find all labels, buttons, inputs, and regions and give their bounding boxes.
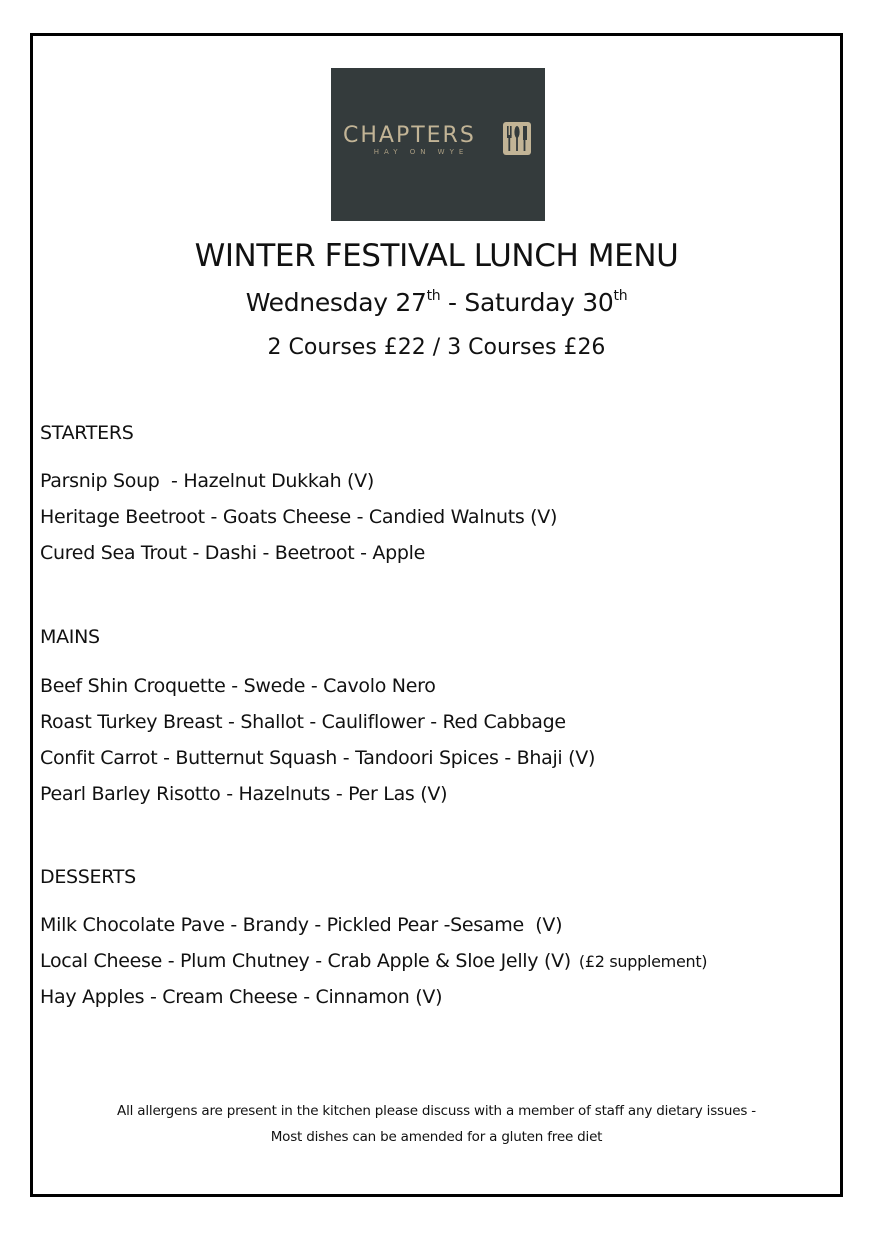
end-date: Saturday 30: [464, 288, 614, 317]
cutlery-icon: [503, 122, 531, 155]
restaurant-logo: [331, 68, 545, 221]
gluten-free-notice-line: Most dishes can be amended for a gluten free diet: [270, 1129, 603, 1145]
menu-item: Confit Carrot - Butternut Squash - Tandoori Spices - Bhaji (V): [40, 747, 596, 769]
logo-wordmark: CHAPTERS: [343, 123, 476, 148]
logo-location: HAY ON WYE: [373, 148, 469, 156]
start-date: Wednesday 27: [245, 288, 427, 317]
course-pricing: 2 Courses £22 / 3 Courses £26: [267, 335, 606, 360]
menu-item: Roast Turkey Breast - Shallot - Cauliflower - Red Cabbage: [40, 711, 566, 733]
start-date-suffix: th: [426, 287, 441, 304]
mains-list: [40, 668, 595, 812]
menu-item: Hay Apples - Cream Cheese - Cinnamon (V): [40, 986, 443, 1008]
menu-item: Milk Chocolate Pave - Brandy - Pickled Pear -Sesame (V): [40, 914, 563, 936]
mains-heading: MAINS: [40, 626, 100, 648]
menu-item: Beef Shin Croquette - Swede - Cavolo Nero: [40, 675, 436, 697]
menu-dates: [33, 286, 840, 320]
menu-item: Heritage Beetroot - Goats Cheese - Candied Walnuts (V): [40, 506, 558, 528]
allergen-notice-line: All allergens are present in the kitchen please discuss with a member of staff any dietary issues -: [117, 1103, 756, 1119]
supplement-note: (£2 supplement): [578, 952, 708, 971]
end-date-suffix: th: [613, 287, 628, 304]
menu-item: Parsnip Soup - Hazelnut Dukkah (V): [40, 470, 374, 492]
desserts-list: [40, 907, 707, 1015]
menu-item: [40, 943, 707, 979]
allergen-notice: [33, 1098, 840, 1150]
date-separator: -: [440, 288, 465, 317]
menu-page: [30, 33, 843, 1197]
menu-item-text: Local Cheese - Plum Chutney - Crab Apple & Sloe Jelly (V): [40, 950, 571, 972]
desserts-heading: DESSERTS: [40, 866, 136, 888]
menu-item: Pearl Barley Risotto - Hazelnuts - Per Las (V): [40, 783, 448, 805]
menu-item: Cured Sea Trout - Dashi - Beetroot - Apple: [40, 542, 425, 564]
starters-list: [40, 463, 557, 571]
starters-heading: STARTERS: [40, 422, 134, 444]
menu-title: WINTER FESTIVAL LUNCH MENU: [194, 238, 679, 274]
